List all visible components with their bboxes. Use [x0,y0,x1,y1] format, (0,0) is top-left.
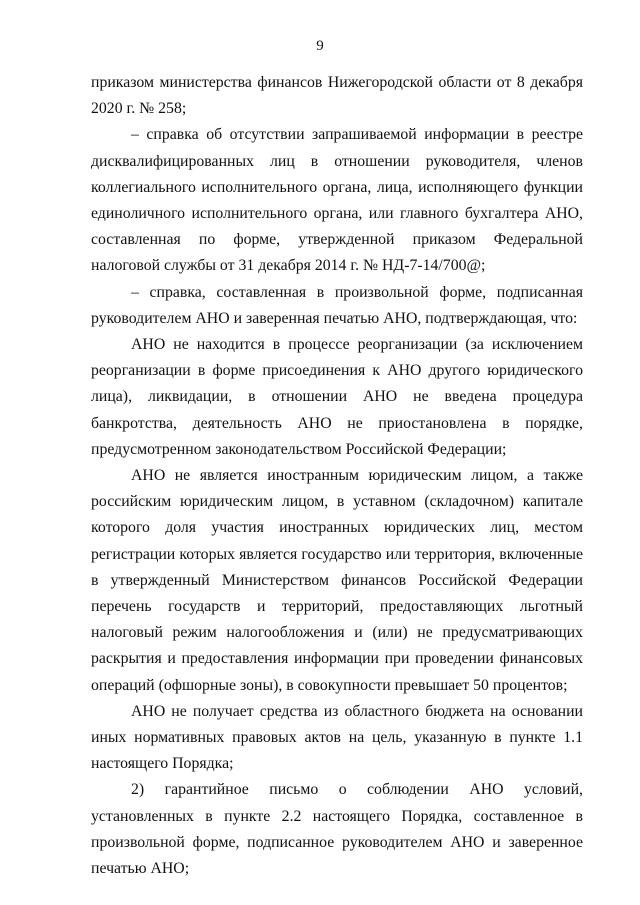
document-body [91,70,583,882]
paragraph-guarantee-letter: 2) гарантийное письмо о соблюдении АНО условий, установленных в пункте 2.2 настоящего Порядка, составленное в произвольной форме, подписанное руководителем АНО и заверенное печатью АНО; [91,781,583,878]
paragraph-not-foreign-entity: АНО не является иностранным юридическим лицом, а также российским юридическим лицом, в уставном (складочном) капитале которого доля участия иностранных юридических лиц, местом регистрации которых является государство или территория, включенные в утвержденный Министерством финансов Российской Федерации перечень государств и территорий, предоставляющих льготный налоговый режим налогообложения и (или) не предусматривающих раскрытия и предоставления информации при проведении финансовых операций (офшорные зоны), в совокупности превышает 50 процентов; [91,467,583,694]
paragraph-disqualified-registry-certificate: – справка об отсутствии запрашиваемой информации в реестре дисквалифицированных лиц в отношении руководителя, членов коллегиального исполнительного органа, лица, исполняющего функции единоличного исполнительного органа, или главного бухгалтера АНО, составленная по форме, утвержденной приказом Федеральной налоговой службы от 31 декабря 2014 г. № НД-7-14/700@; [91,126,583,275]
paragraph-order-reference: приказом министерства финансов Нижегородской области от 8 декабря 2020 г. № 258; [91,74,583,118]
page-number: 9 [316,38,324,54]
paragraph-no-reorganization: АНО не находится в процессе реорганизации (за исключением реорганизации в форме присоединения к АНО другого юридического лица), ликвидации, в отношении АНО не введена процедура банкротства, деятельность АНО не приостановлена в порядке, предусмотренном законодательством Российской Федерации; [91,336,583,458]
paragraph-no-regional-budget-funds: АНО не получает средства из областного бюджета на основании иных нормативных правовых актов на цель, указанную в пункте 1.1 настоящего Порядка; [91,702,583,773]
paragraph-free-form-certificate: – справка, составленная в произвольной форме, подписанная руководителем АНО и заверенная печатью АНО, подтверждающая, что: [91,283,583,327]
